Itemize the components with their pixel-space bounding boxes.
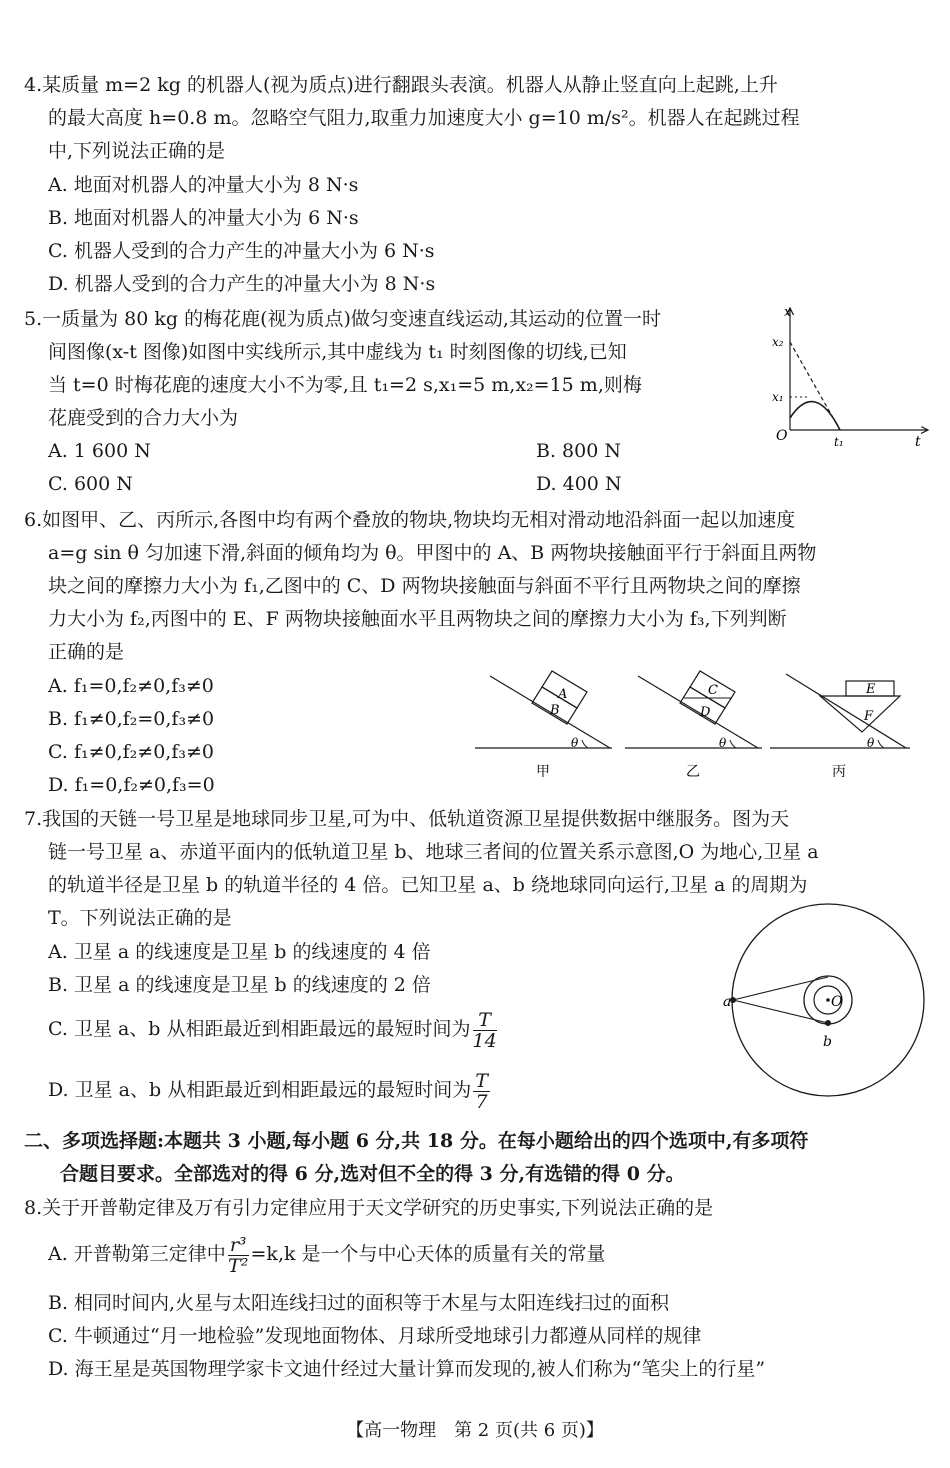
caption-jia: 甲 — [536, 764, 550, 780]
q6-option-c: C. f₁≠0,f₂≠0,f₃≠0 — [48, 741, 214, 763]
section-2-line-2: 合题目要求。全部选对的得 6 分,选对但不全的得 3 分,有选错的得 0 分。 — [60, 1163, 685, 1185]
q5-stem-line-2: 间图像(x-t 图像)如图中实线所示,其中虚线为 t₁ 时刻图像的切线,已知 — [48, 341, 627, 363]
q5-option-c: C. 600 N — [48, 473, 133, 495]
q8-stem: 8.关于开普勒定律及万有引力定律应用于天文学研究的历史事实,下列说法正确的是 — [24, 1197, 714, 1219]
figure-bing — [770, 674, 910, 780]
q5-option-a: A. 1 600 N — [48, 440, 151, 462]
angle-jia: θ — [571, 736, 579, 750]
x1-label: x₁ — [772, 390, 784, 404]
q4-option-d: D. 机器人受到的合力产生的冲量大小为 8 N·s — [48, 273, 436, 295]
q6-stem-line-4: 力大小为 f₂,丙图中的 E、F 两物块接触面水平且两物块之间的摩擦力大小为 f₃,下列判断 — [48, 608, 787, 630]
q7-stem-line-4: T。下列说法正确的是 — [48, 907, 232, 929]
q8-option-a-post: =k,k 是一个与中心天体的质量有关的常量 — [250, 1243, 606, 1265]
q8-option-a-fraction — [228, 1235, 249, 1276]
label-a: a — [723, 994, 732, 1010]
q7-option-d-text: D. 卫星 a、b 从相距最近到相距最远的最短时间为 — [48, 1079, 472, 1101]
q4-option-a: A. 地面对机器人的冲量大小为 8 N·s — [48, 174, 359, 196]
q4-stem-line-3: 中,下列说法正确的是 — [48, 140, 226, 162]
q6-option-d: D. f₁=0,f₂≠0,f₃=0 — [48, 774, 215, 796]
q5-option-d: D. 400 N — [536, 473, 622, 495]
q7-option-d-fraction — [473, 1071, 490, 1112]
origin-label: O — [776, 428, 788, 444]
caption-bing: 丙 — [832, 764, 846, 780]
label-b: b — [823, 1034, 832, 1050]
q7-stem-line-3: 的轨道半径是卫星 b 的轨道半径的 4 倍。已知卫星 a、b 绕地球同向运行,卫星 a 的周期为 — [48, 874, 808, 896]
q6-stem-line-5: 正确的是 — [48, 641, 125, 663]
q7-stem-line-2: 链一号卫星 a、赤道平面内的低轨道卫星 b、地球三者间的位置关系示意图,O 为地心,卫星 a — [48, 841, 819, 863]
label-d: D — [700, 705, 711, 720]
q7-stem-line-1: 7.我国的天链一号卫星是地球同步卫星,可为中、低轨道资源卫星提供数据中继服务。图为天 — [24, 808, 790, 830]
label-a: A — [558, 687, 568, 702]
q8-option-a — [48, 1232, 606, 1276]
q6-option-b: B. f₁≠0,f₂=0,f₃≠0 — [48, 708, 215, 730]
q8-option-c: C. 牛顿通过“月一地检验”发现地面物体、月球所受地球引力都遵从同样的规律 — [48, 1325, 702, 1347]
label-o: O — [831, 994, 843, 1010]
tangent-line-lower — [733, 1000, 828, 1023]
q4-stem-line-1: 4.某质量 m=2 kg 的机器人(视为质点)进行翻跟头表演。机器人从静止竖直向上起跳,上升 — [24, 74, 778, 96]
t-axis-label: t — [915, 434, 921, 450]
q4-option-c: C. 机器人受到的合力产生的冲量大小为 6 N·s — [48, 240, 435, 262]
tangent-line-upper — [733, 977, 828, 1000]
q7-option-c-fraction — [473, 1010, 497, 1051]
angle-yi: θ — [719, 736, 727, 750]
q5-stem-line-3: 当 t=0 时梅花鹿的速度大小不为零,且 t₁=2 s,x₁=5 m,x₂=15 m,则梅 — [48, 374, 642, 396]
figure-yi — [625, 671, 762, 780]
q6-stem-line-3: 块之间的摩擦力大小为 f₁,乙图中的 C、D 两物块接触面与斜面不平行且两物块之间的摩擦 — [48, 575, 801, 597]
angle-bing: θ — [867, 736, 875, 750]
section-2-line-1: 二、多项选择题:本题共 3 小题,每小题 6 分,共 18 分。在每小题给出的四个选项中,有多项符 — [24, 1130, 809, 1152]
q4-option-b: B. 地面对机器人的冲量大小为 6 N·s — [48, 207, 359, 229]
label-e: E — [866, 682, 876, 697]
q5-stem-line-1: 5.一质量为 80 kg 的梅花鹿(视为质点)做匀变速直线运动,其运动的位置一时 — [24, 308, 661, 330]
page-footer: 【高一物理 第 2 页(共 6 页)】 — [346, 1420, 604, 1441]
q5-xt-graph — [760, 300, 935, 455]
q7-option-c-numerator: T — [473, 1010, 497, 1031]
q7-option-a: A. 卫星 a 的线速度是卫星 b 的线速度的 4 倍 — [48, 941, 431, 963]
q8-option-b: B. 相同时间内,火星与太阳连线扫过的面积等于木星与太阳连线扫过的面积 — [48, 1292, 670, 1314]
q4-stem-line-2: 的最大高度 h=0.8 m。忽略空气阻力,取重力加速度大小 g=10 m/s²。机器人在起跳过程 — [48, 107, 800, 129]
x2-label: x₂ — [772, 335, 784, 349]
label-c: C — [708, 683, 718, 698]
q5-stem-line-4: 花鹿受到的合力大小为 — [48, 407, 239, 429]
label-b: B — [550, 703, 560, 718]
q7-orbit-diagram — [725, 920, 925, 1120]
q8-option-a-pre: A. 开普勒第三定律中 — [48, 1243, 226, 1265]
q7-option-c — [48, 1007, 499, 1051]
tangent-line — [790, 342, 840, 430]
q8-option-d: D. 海王星是英国物理学家卡文迪什经过大量计算而发现的,被人们称为“笔尖上的行星” — [48, 1358, 766, 1380]
q7-option-d — [48, 1068, 492, 1112]
earth-center — [826, 998, 830, 1002]
q6-option-a: A. f₁=0,f₂≠0,f₃≠0 — [48, 675, 214, 697]
q7-option-d-numerator: T — [475, 1069, 488, 1092]
q8-option-a-denominator: T² — [228, 1254, 249, 1277]
label-f: F — [864, 709, 874, 724]
q5-option-b: B. 800 N — [536, 440, 621, 462]
t1-label: t₁ — [834, 435, 844, 449]
q6-incline-figures — [470, 668, 920, 783]
figure-jia — [475, 671, 612, 780]
q6-stem-line-2: a=g sin θ 匀加速下滑,斜面的倾角均为 θ。甲图中的 A、B 两物块接触面平行于斜面且两物 — [48, 542, 817, 564]
q7-option-d-denominator: 7 — [475, 1090, 488, 1113]
block-f — [820, 696, 900, 732]
q7-option-b: B. 卫星 a 的线速度是卫星 b 的线速度的 2 倍 — [48, 974, 431, 996]
caption-yi: 乙 — [686, 764, 700, 780]
q8-option-a-numerator: r³ — [229, 1233, 247, 1256]
x-axis-label: x — [784, 305, 792, 320]
q6-stem-line-1: 6.如图甲、乙、丙所示,各图中均有两个叠放的物块,物块均无相对滑动地沿斜面一起以加速度 — [24, 509, 796, 531]
satellite-b — [825, 1020, 831, 1026]
q7-option-c-text: C. 卫星 a、b 从相距最近到相距最远的最短时间为 — [48, 1018, 471, 1040]
q7-option-c-denominator: 14 — [472, 1029, 497, 1052]
